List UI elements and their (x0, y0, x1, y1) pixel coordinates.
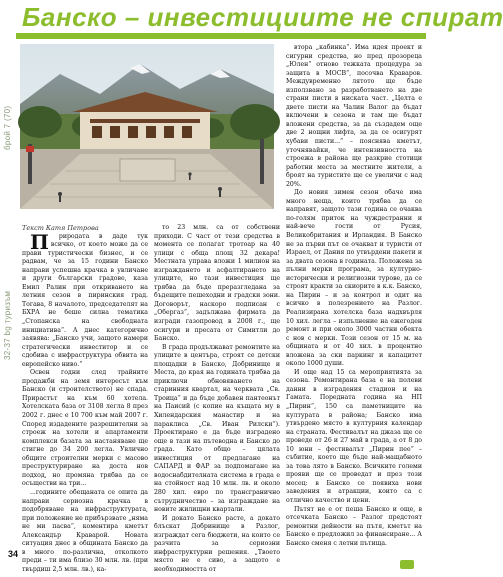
col1-paragraph-3: ...годините обещаната се опита да направи сериозна крачка в подобряване на инфраструктурата, при положение не прибързвате „няма не ми пасва“, коментира кметът Александър Краварой. Новата ситуация днес в общината Банско да в много по-различна, отколкото преди – ти има близо 30 млн. лв. (при твърдиш 2,5 млн. лв.), ка- (22, 488, 148, 573)
col1-paragraph-1 (22, 229, 148, 370)
end-mark-icon (400, 560, 414, 569)
col3-paragraph-1: втора „кабинка“. Има идея проект и сигурни средства, но пред прозореца „Юлен“ отново тежката процедура за защита в МОСВ“, посочва Краваров. Междувременно лятото ще бъде използвано за разработването на две страни писти в ниската част. „Целта е двете писти на Чалин Валог да бъдат включени в сезона и там ще бъдат вложени средства, за да създадем още две 2 нощни лифта, за да се осигурят хубави писти...“ – пояснява кметът, уточнявайки, че интензивността на строежа в района ще разкрие стотици работни места за местните жители, а броят на туристите ще се увеличи с над 20%. (286, 44, 422, 188)
side-strip (0, 0, 18, 577)
col1-paragraph-1-text: риродата в даде тук всичко, от което може да се прави туристически бизнес, и се радвам, че за 15 години Банско направи успешна крачка в увличане и други български градове, каза Емил Ралин при откриването на летния сезон в пиринския град. Тогава, 8 началото, председателят на БХРА не беше силна тематика „Стопанска на свободната инициатива“. А днес категорично заявява: „Банско учи, защото намери стратегически инвеститор и се сдобива с инфраструктура обвита на европейско ниво.“ (22, 232, 148, 368)
bansko-town-photo (20, 44, 274, 209)
issue-label: брой 7 (70) (3, 105, 12, 150)
article-column-3 (286, 44, 422, 564)
byline: Текст Катя Петрова (22, 224, 99, 232)
col1-paragraph-2: Освен годни след трайните продажби на земя интересът към Банско (и строителството) не спада. Прирастът на към 60 хотела. Хотелската база от 3108 легла 8 през 2002 г. днес е 10 700 към май 2007 г. Според издадените разрешителни за строеж на хотели и апартаменти комплекси базата за настаняване ще стигне до 34 200 легла. Увлично общите строителни мерки с масово преструктуриране на доста нов подход, но промяна трябва да се осъществи на три... (22, 369, 148, 488)
article-column-1 (22, 224, 148, 573)
col3-paragraph-2: До новия зимен сезон обаче има много неща, които трябва да се направят, защото тази година се очаква по-голям приток на чуждестранни и най-вече гости от Русия, Великобритания и Ирландия. В Банско не за първи път се очакват и туристи от Израел, от Дания по утвърдени пакети и за двата сезона в годината. Положена за пълни мерки програма, за културно-исторически и религиозни турове, да се строят кракти за скиорите в к.к. Банско, на Пирин – и за контрол и одит на всичко в полезрението на Разлог. Реализирана хотелска база надхвърля 10 хил. легла – изпълнение на ежегоден ремонт и при около 3000 частни обекта с нов с мерки. Този сезон от 15 м. на общината и от 40 хил. в процентно вложена за ски паркинг и капацитет около 1000 души. (286, 189, 422, 368)
col2-paragraph-2: В града продължават ремонтите на улиците в центъра, строят се детски площадки в Банско, Добринище и Места, до края на годината трябва да приключи обновяването на старинния квартал, на черквата „Св. Троица“ и да бъде добавен пантеонът на Паисий (с копие на къщата му в Хилендарския манастир и на параклиса „Св. Иван Рилски“). Проектирано е да бъде изградено още в тази на пътеводна и Банско до града. Като общо – цялата инвестиция от предлагане на САПАРД и ФАР за подпомагане на водоснабдителната система в града е на стойност над 10 млн. лв. и около 280 хил. евро по трансгранично сътрудничество – за изграждане на новите жилищни квартали. (154, 343, 280, 514)
drop-cap: П (30, 229, 49, 254)
col2-paragraph-3: И докато Банско расте, а докато блъскат Добринище в Разлог, изграждат сега бюджети, на които се разчита за сериозни инфраструктурни решения. „Твоето място не е сиво, а защото е необходимостта от (154, 514, 280, 573)
section-label: 32-37 bg туризъм (3, 290, 12, 360)
col3-paragraph-3: И още над 15 са мероприятията за сезона. Ремонтирана база е на полеви данни в изградения стадион и на Гамата. Поредната година на НП „Пирин“, 150 са паметниците на културата в района; Банско има утвърдено място в културния календар на страната. Фестивалът на джаза ще се проведе от 26 и 27 май в града, а от 8 до 10 юни – фестивалът „Пирин пее“ – събитие, което ще бъде най-мащабното за това лято в Банско. Всичките големи прояви ще се проведат и през този месец: в Банско се появиха нови заведения и атракции, които са с отлично качество и цени. (286, 368, 422, 504)
title-underline (16, 33, 426, 39)
page-number: 34 (8, 549, 19, 559)
col2-paragraph-1: то 23 млн. са от собствени приходи. С част от тези средства в момента се полагат тротоар на 40 улици с обща площ 32 декара! Местната управа вложи 1 милион на изграждането и асфалтирането на улиците, но тази инвестиция ще трябва да бъде преразгледана за бъдещите пешеходни и градски зони. Договорът, наскоро подписан с „Обергаз“, задължава фирмата да изгради газопровод в 2008 г., ще осигури и пресата от Симитли до Банско. (154, 224, 280, 343)
photo-illustration (20, 44, 274, 209)
col3-paragraph-4: Пътят не е от пеша Банско и още, в отсечката Банско – Разлог предстоят ремонтни дейности на пътя, кметът на Банско е предложил за финансиране... А Банско сменя с летни пътища. (286, 505, 422, 547)
article-title: Банско – инвестициите не спират (22, 2, 503, 32)
article-column-2 (154, 224, 280, 573)
